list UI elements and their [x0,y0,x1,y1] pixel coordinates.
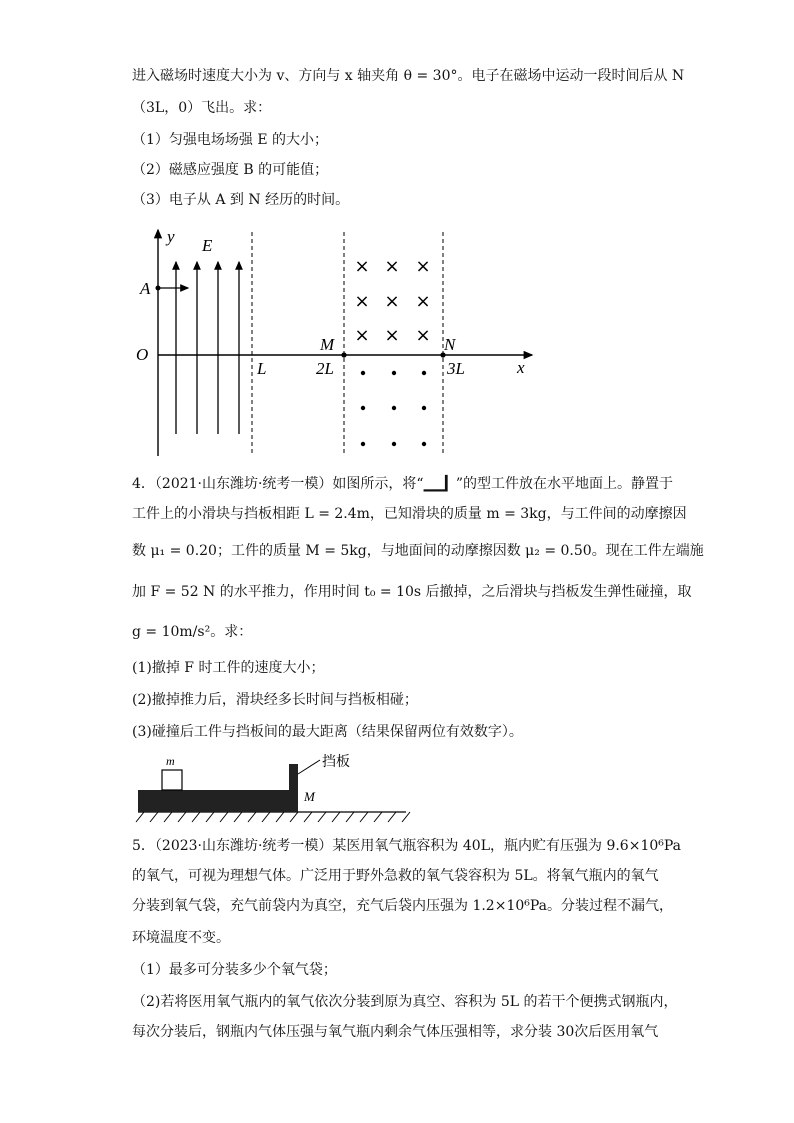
q4-sub-question-2: (2)撤掉推力后，滑块经多长时间与挡板相碰； [132,692,418,708]
q3-sub-question-1: （1）匀强电场场强 E 的大小； [132,132,329,148]
q4-text-line-3: 数 μ₁ = 0.20；工件的质量 M = 5kg，与地面间的动摩擦因数 μ₂ = 0.50。现在工件左端施 [132,543,704,559]
q3-text-line-2: （3L，0）飞出。求： [132,100,272,116]
svg-text:×: × [384,256,400,277]
label-x: x [517,358,525,377]
q5-sub-question-1: （1）最多可分装多少个氧气袋； [132,962,337,978]
q4-text-line-5: g = 10m/s²。求： [132,624,253,640]
q3-field-diagram [130,224,550,460]
label-m: m [166,754,175,768]
svg-text:×: × [354,325,370,346]
svg-text:×: × [384,325,400,346]
svg-text:×: × [354,256,370,277]
point-M [341,352,346,357]
label-y: y [167,227,175,246]
label-baffle: 挡板 [322,754,350,770]
q5-text-line-4: 环境温度不变。 [132,930,230,946]
q4-sub-question-1: (1)撤掉 F 时工件的速度大小； [132,660,325,676]
q5-sub-question-2: （2)若将医用氧气瓶内的氧气依次分装到原为真空、容积为 5L 的若干个便携式钢瓶内， [132,994,678,1010]
label-M: M [304,789,315,804]
ground-hatching [136,812,410,822]
workpiece-baffle [289,764,298,812]
q4-text-line-2: 工件上的小滑块与挡板相距 L = 2.4m，已知滑块的质量 m = 3kg，与工件间的动摩擦因 [132,506,687,522]
svg-text:×: × [354,291,370,312]
point-A [156,286,161,291]
q4-sub-question-3: (3)碰撞后工件与挡板间的最大距离（结果保留两位有效数字）。 [132,724,523,740]
magnetic-field-out-of-page [361,371,426,446]
label-3L: 3L [447,359,465,378]
svg-text:×: × [384,291,400,312]
q3-sub-question-3: （3）电子从 A 到 N 经历的时间。 [132,192,350,208]
q4-text-line-1: 4．（2021·山东潍坊·统考一模）如图所示，将“▁▁▎”的型工件放在水平地面上。静置于 [132,476,674,492]
baffle-leader-line [298,760,320,774]
svg-text:×: × [415,291,431,312]
q5-text-line-3: 分装到氧气袋，充气前袋内为真空，充气后袋内压强为 1.2×10⁶Pa。分装过程不漏气， [132,898,674,914]
q5-text-line-7: 每次分装后，钢瓶内气体压强与氧气瓶内剩余气体压强相等，求分装 30次后医用氧气 [132,1024,659,1040]
q5-text-line-1: 5．（2023·山东潍坊·统考一模）某医用氧气瓶容积为 40L，瓶内贮有压强为 9.6×10⁶Pa [132,838,682,854]
label-E: E [202,236,213,255]
q3-sub-question-2: （2）磁感应强度 B 的可能值； [132,162,329,178]
magnetic-field-into-page [354,256,430,346]
label-A: A [140,279,151,298]
label-L: L [257,359,267,378]
label-M: M [320,335,335,354]
q5-text-line-2: 的氧气，可视为理想气体。广泛用于野外急救的氧气袋容积为 5L。将氧气瓶内的氧气 [132,868,659,884]
svg-text:×: × [415,256,431,277]
field-boundaries [252,232,443,456]
label-N: N [444,335,456,354]
svg-text:×: × [415,325,431,346]
label-2L: 2L [316,359,334,378]
label-O: O [136,345,149,364]
q3-text-line-1: 进入磁场时速度大小为 v、方向与 x 轴夹角 θ = 30°。电子在磁场中运动一段时间后从 N [132,68,685,84]
small-block [162,770,182,790]
q4-text-line-4: 加 F = 52 N 的水平推力，作用时间 t₀ = 10s 后撤掉，之后滑块与挡板发生弹性碰撞，取 [132,584,692,600]
workpiece-base [138,790,298,812]
q4-workpiece-diagram [134,752,414,824]
